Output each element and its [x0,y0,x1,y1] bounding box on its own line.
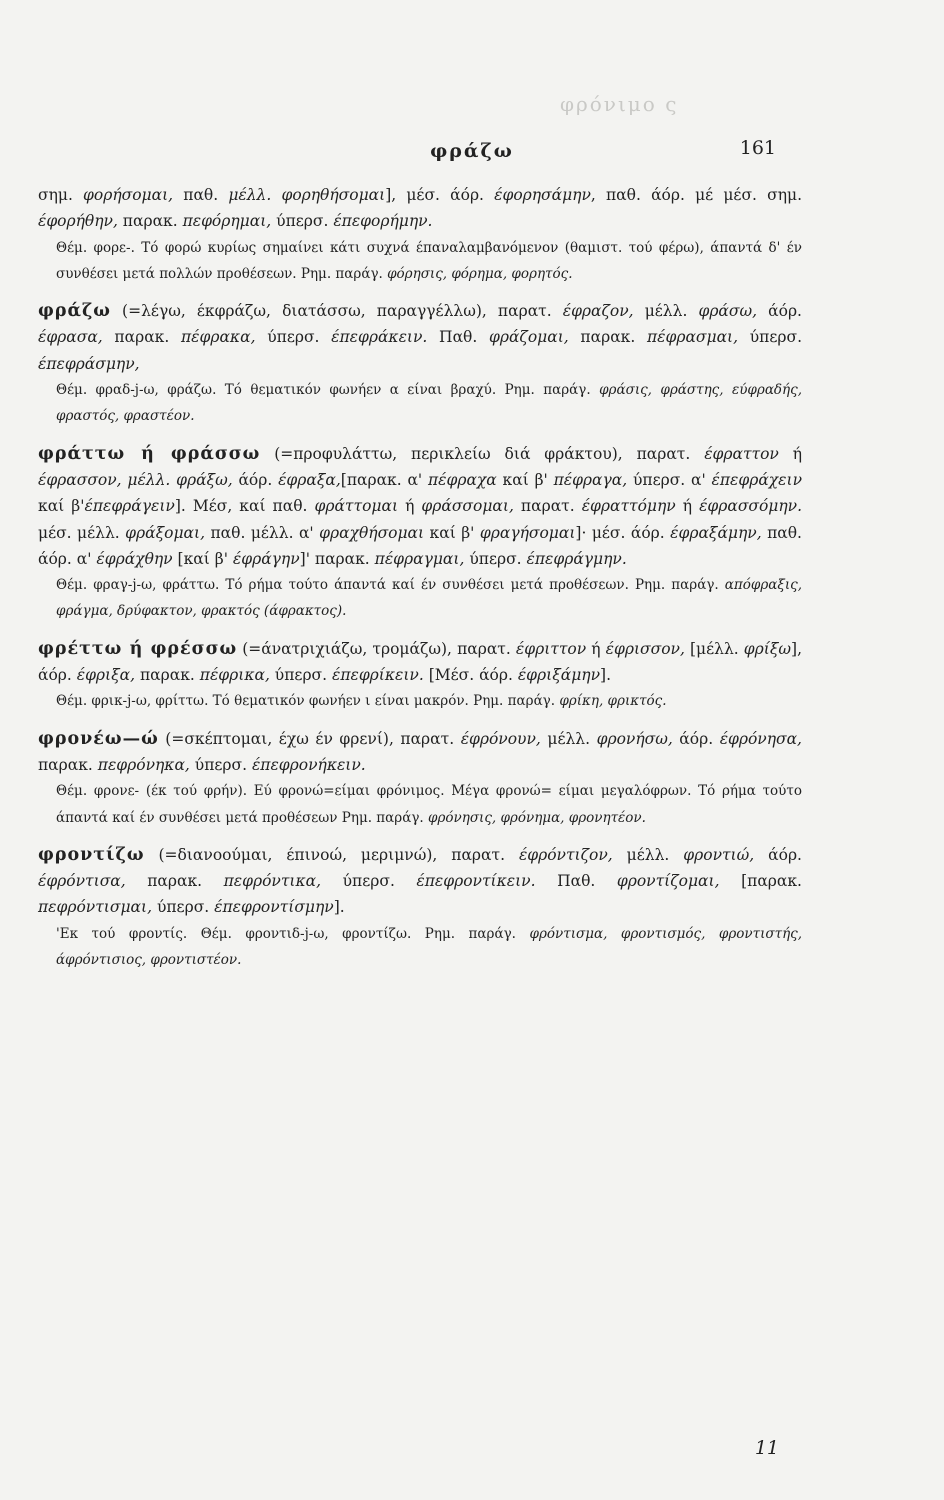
entry-continuation: σημ. φορήσομαι, παθ. μέλλ. φορηθήσομαι], μέσ. άόρ. έφορησάμην, παθ. άόρ. μέ μέσ. σημ. έφορήθην, παρακ. πεφόρημαι, ύπερσ. έπεφορήμην. [38,186,802,231]
entry-fradzo: φράζω (=λέγω, έκφράζω, διατάσσω, παραγγέλλω), παρατ. έφραζον, μέλλ. φράσω, άόρ. έφρασα, παρακ. πέφρακα, ύπερσ. έπεφράκειν. Παθ. φράζομαι, παρακ. πέφρασμαι, ύπερσ. έπεφράσμην, [38,301,803,373]
dictionary-body [38,182,802,973]
bleed-through-text: φρόνιμο ς [560,92,679,116]
theme-note: Θέμ. φραγ-j-ω, φράττω. Τό ρήμα τούτο άπαντά καί έν συνθέσει μετά προθέσεων. Ρημ. παράγ. απόφραξις, φράγμα, δρύφακτον, φρακτός (άφρακτος). [56,577,802,620]
headword: φράζω [38,301,111,322]
headword: φρονέω—ώ [38,728,159,749]
theme-note: Θέμ. φρονε- (έκ τού φρήν). Εύ φρονώ=είμαι φρόνιμος. Μέγα φρονώ= είμαι μεγαλόφρων. Τό ρήμα τούτο άπαντά καί έν συνθέσει μετά προθέσεων Ρημ. παράγ. φρόνησις, φρόνημα, φρονητέον. [56,783,802,826]
running-header: φράζω [430,140,514,162]
headword: φροντίζω [38,844,145,865]
theme-note: Θέμ. φρικ-j-ω, φρίττω. Τό θεματικόν φωνήεν ι είναι μακρόν. Ρημ. παράγ. φρίκη, φρικτός. [56,693,667,710]
headword: φράττω ή φράσσω [38,443,261,464]
signature-mark: 11 [754,1437,779,1459]
entry-frontizo: φροντίζω (=διανοούμαι, έπινοώ, μεριμνώ), παρατ. έφρόντιζον, μέλλ. φροντιώ, άόρ. έφρόντισα, παρακ. πεφρόντικα, ύπερσ. έπεφροντίκειν. Παθ. φροντίζομαι, [παρακ. πεφρόντισμαι, ύπερσ. έπεφροντίσμην]. [38,844,802,917]
page-number: 161 [739,137,776,159]
headword: φρέττω ή φρέσσω [38,638,238,659]
theme-note: Θέμ. φορε-. Τό φορώ κυρίως σημαίνει κάτι συχνά έπαναλαμβανόμενον (θαμιστ. τού φέρω), άπαντά δ' έν συνθέσει μετά πολλών προθέσεων. Ρημ. παράγ. φόρησις, φόρημα, φορητός. [56,239,802,282]
entry-fratto: φράττω ή φράσσω (=προφυλάττω, περικλείω διά φράκτου), παρατ. έφραττον ή έφρασσον, μέλλ. φράξω, άόρ. έφραξα,[παρακ. α' πέφραχα καί β' πέφραγα, ύπερσ. α' έπεφράχειν καί β'έπεφράγειν]. Μέσ, καί παθ. φράττομαι ή φράσσομαι, παρατ. έφραττόμην ή έφρασσόμην. μέσ. μέλλ. φράξομαι, παθ. μέλλ. α' φραχθήσομαι καί β' φραγήσομαι]· μέσ. άόρ. έφραξάμην, παθ. άόρ. α' έφράχθην [καί β' έφράγην]' παρακ. πέφραγμαι, ύπερσ. έπεφράγμην. [38,443,803,568]
theme-note: 'Εκ τού φροντίς. Θέμ. φροντιδ-j-ω, φροντίζω. Ρημ. παράγ. φρόντισμα, φροντισμός, φροντιστής, άφρόντισιος, φροντιστέον. [56,925,803,969]
entry-fretto: φρέττω ή φρέσσω (=άνατριχιάζω, τρομάζω), παρατ. έφριττον ή έφρισσον, [μέλλ. φρίξω], άόρ. έφριξα, παρακ. πέφρικα, ύπερσ. έπεφρίκειν. [Μέσ. άόρ. έφριξάμην]. [38,638,803,685]
theme-note: Θέμ. φραδ-j-ω, φράζω. Τό θεματικόν φωνήεν α είναι βραχύ. Ρημ. παράγ. φράσις, φράστης, εύφραδής, φραστός, φραστέον. [56,382,802,425]
entry-froneo: φρονέω—ώ (=σκέπτομαι, έχω έν φρενί), παρατ. έφρόνουν, μέλλ. φρονήσω, άόρ. έφρόνησα, παρακ. πεφρόνηκα, ύπερσ. έπεφρονήκειν. [38,728,802,774]
